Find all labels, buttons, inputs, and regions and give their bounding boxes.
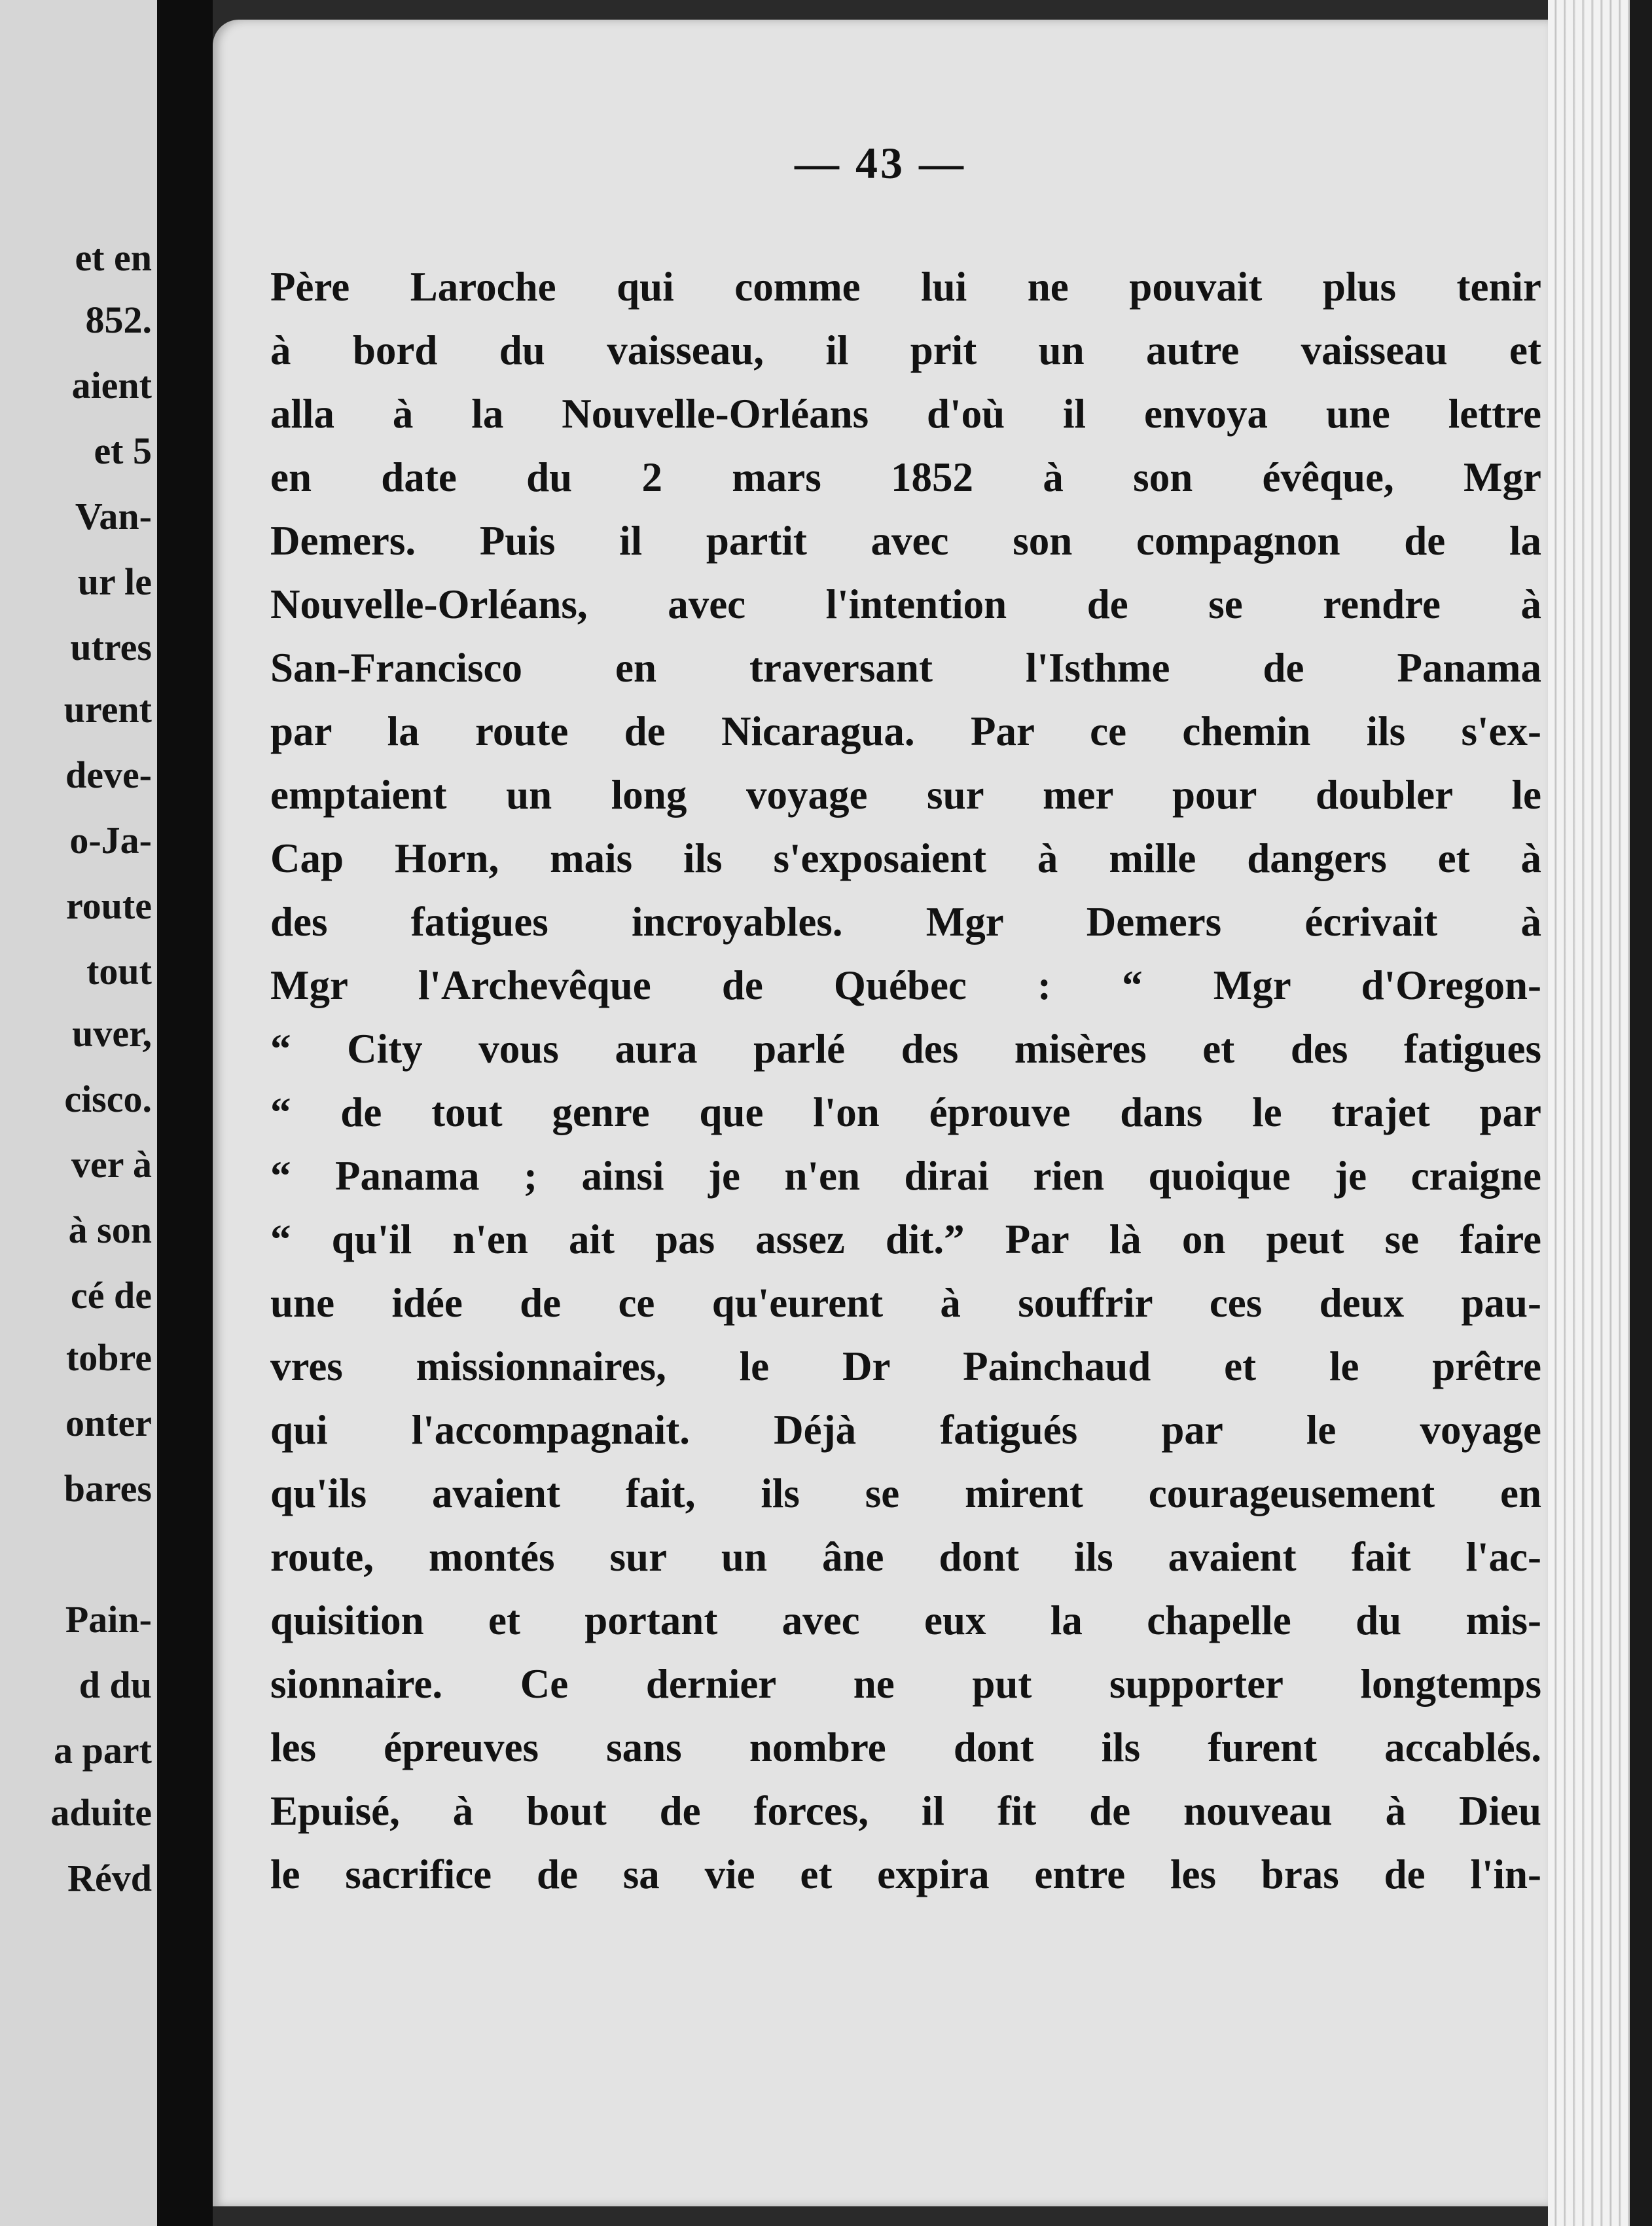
left-page-line: urent [63,688,152,731]
body-text [270,255,1541,1907]
left-page-line: et 5 [94,429,152,472]
book-edge-shadow [1630,0,1652,2226]
text-line: Père Laroche qui comme lui ne pouvait plus tenir [270,264,1541,310]
left-page-line: cisco. [64,1078,152,1120]
text-line: par la route de Nicaragua. Par ce chemin ils s'ex- [270,708,1541,754]
text-line: en date du 2 mars 1852 à son évêque, Mgr [270,454,1541,500]
left-page-line: tout [86,950,152,993]
text-line: qui l'accompagnait. Déjà fatigués par le voyage [270,1407,1541,1453]
text-line: Mgr l'Archevêque de Québec : “ Mgr d'Oregon- [270,962,1541,1008]
left-page-line: uver, [72,1012,152,1055]
text-line: quisition et portant avec eux la chapelle du mis- [270,1597,1541,1643]
page-number: — 43 — [795,138,966,188]
text-line: sionnaire. Ce dernier ne put supporter longtemps [270,1661,1541,1707]
text-line: qu'ils avaient fait, ils se mirent courageusement en [270,1470,1541,1516]
left-page-line: utres [70,626,152,668]
text-line: San-Francisco en traversant l'Isthme de Panama [270,645,1541,691]
text-line: les épreuves sans nombre dont ils furent accablés. [270,1724,1541,1770]
left-page-line: route [65,885,152,927]
text-line: “ Panama ; ainsi je n'en dirai rien quoique je craigne [270,1153,1541,1199]
left-page-line: bares [63,1467,152,1510]
left-page-line: à son [68,1209,152,1251]
text-line: le sacrifice de sa vie et expira entre les bras de l'in- [270,1852,1541,1897]
left-page-line: Révd [67,1857,152,1899]
left-page-line: o-Ja- [69,819,152,862]
text-line: une idée de ce qu'eurent à souffrir ces deux pau- [270,1280,1541,1326]
book-gutter [157,0,213,2226]
left-page-line: aient [71,364,152,407]
left-page-line: cé de [71,1274,152,1317]
left-page-line: Pain- [65,1598,152,1641]
left-page-line: onter [65,1402,152,1444]
text-line: des fatigues incroyables. Mgr Demers écrivait à [270,899,1541,945]
left-page-line: ur le [77,560,152,603]
previous-page-fragment [0,0,157,2226]
left-page-line: et en [75,236,152,279]
text-line: vres missionnaires, le Dr Painchaud et le prêtre [270,1343,1541,1389]
left-page-line: deve- [65,754,152,796]
text-line: Nouvelle-Orléans, avec l'intention de se rendre à [270,581,1541,627]
text-line: emptaient un long voyage sur mer pour doubler le [270,772,1541,818]
left-page-line: a part [54,1729,152,1772]
left-page-line: d du [79,1664,152,1706]
text-line: Cap Horn, mais ils s'exposaient à mille dangers et à [270,835,1541,881]
text-line: alla à la Nouvelle-Orléans d'où il envoya une lettre [270,391,1541,437]
text-line: Demers. Puis il partit avec son compagnon de la [270,518,1541,564]
text-line: “ City vous aura parlé des misères et des fatigues [270,1026,1541,1072]
left-page-line: Van- [75,495,152,538]
book-page [213,20,1548,2206]
left-page-line: ver à [71,1143,152,1186]
left-page-line: 852. [85,299,152,341]
text-line: à bord du vaisseau, il prit un autre vaisseau et [270,327,1541,373]
left-page-line: tobre [65,1336,152,1379]
text-line: route, montés sur un âne dont ils avaient fait l'ac- [270,1534,1541,1580]
text-line: Epuisé, à bout de forces, il fit de nouveau à Dieu [270,1788,1541,1834]
text-line: “ qu'il n'en ait pas assez dit.” Par là on peut se faire [270,1216,1541,1262]
left-page-line: aduite [50,1791,152,1834]
text-line: “ de tout genre que l'on éprouve dans le trajet par [270,1089,1541,1135]
